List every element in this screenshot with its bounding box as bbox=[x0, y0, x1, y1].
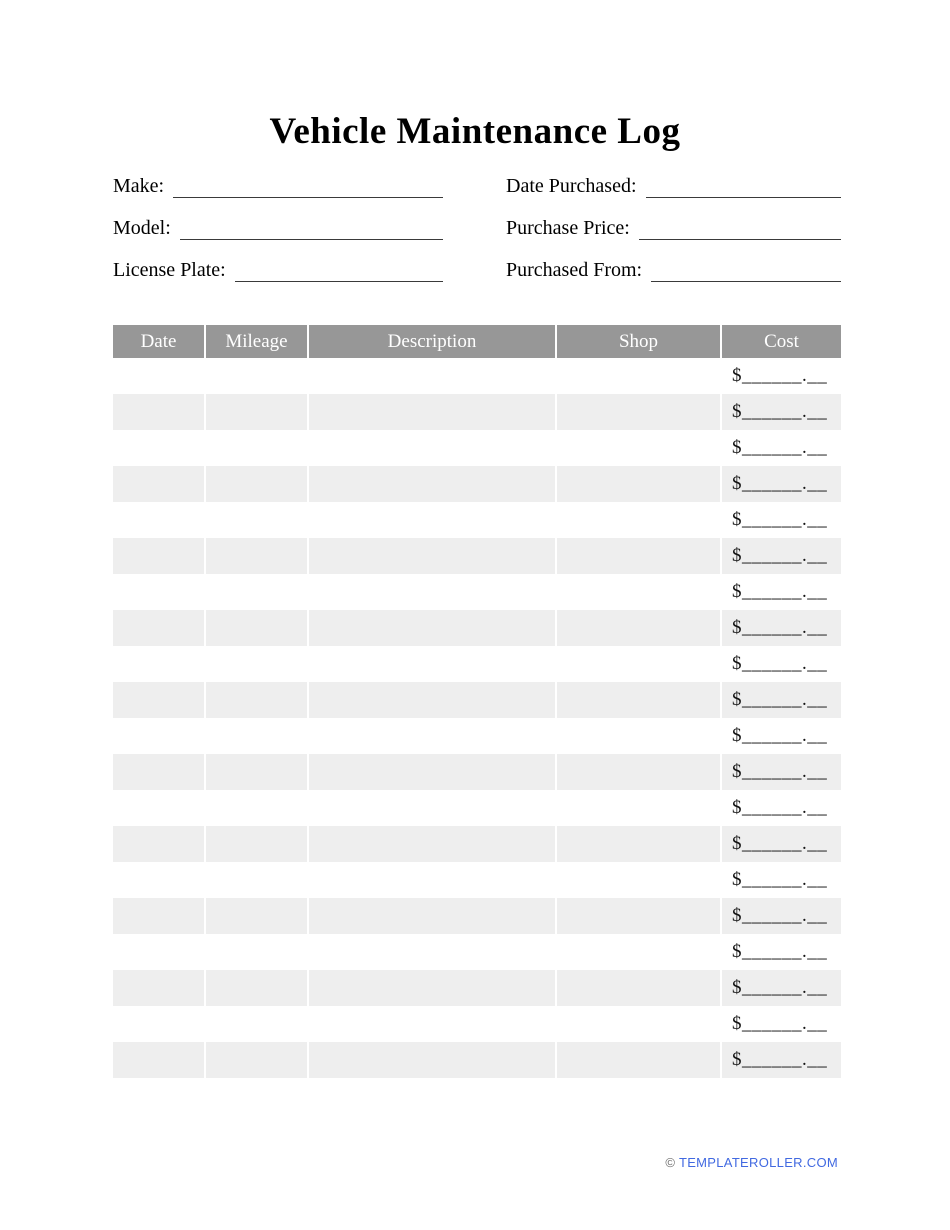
cell-date bbox=[113, 790, 204, 826]
vehicle-info-section bbox=[113, 172, 841, 298]
cell-cost: $______.__ bbox=[732, 509, 828, 530]
table-row bbox=[113, 466, 841, 502]
cell-date bbox=[113, 682, 204, 718]
table-body bbox=[113, 358, 841, 1078]
table-row bbox=[113, 394, 841, 430]
table-row bbox=[113, 826, 841, 862]
cell-mileage bbox=[206, 934, 307, 970]
cell-date bbox=[113, 934, 204, 970]
table-row bbox=[113, 790, 841, 826]
cell-mileage bbox=[206, 682, 307, 718]
cell-shop bbox=[557, 358, 720, 394]
purchase-price-fill-line bbox=[639, 214, 841, 240]
cell-cost: $______.__ bbox=[732, 1013, 828, 1034]
table-row bbox=[113, 970, 841, 1006]
cell-mileage bbox=[206, 1006, 307, 1042]
cell-cost: $______.__ bbox=[722, 538, 841, 574]
cell-date bbox=[113, 466, 204, 502]
cell-description bbox=[309, 430, 555, 466]
cell-description bbox=[309, 610, 555, 646]
table-row bbox=[113, 934, 841, 970]
table-row bbox=[113, 502, 841, 538]
cell-cost: $______.__ bbox=[732, 437, 828, 458]
field-license-plate bbox=[113, 256, 443, 298]
cell-description bbox=[309, 466, 555, 502]
vehicle-info-right-column bbox=[506, 172, 841, 298]
copyright-symbol: © bbox=[665, 1155, 676, 1170]
cell-description bbox=[309, 826, 555, 862]
cell-mileage bbox=[206, 430, 307, 466]
cell-description bbox=[309, 538, 555, 574]
cell-shop bbox=[557, 862, 720, 898]
cell-shop bbox=[557, 394, 720, 430]
cell-shop bbox=[557, 466, 720, 502]
model-label: Model: bbox=[113, 217, 171, 239]
field-purchased-from bbox=[506, 256, 841, 298]
cell-description bbox=[309, 934, 555, 970]
cell-cost: $______.__ bbox=[722, 610, 841, 646]
cell-date bbox=[113, 502, 204, 538]
cell-description bbox=[309, 898, 555, 934]
table-row bbox=[113, 574, 841, 610]
column-header-description: Description bbox=[309, 325, 555, 358]
field-purchase-price bbox=[506, 214, 841, 256]
cell-description bbox=[309, 754, 555, 790]
cell-shop bbox=[557, 790, 720, 826]
cell-mileage bbox=[206, 1042, 307, 1078]
cell-cost: $______.__ bbox=[732, 653, 828, 674]
cell-cost: $______.__ bbox=[732, 725, 828, 746]
cell-date bbox=[113, 754, 204, 790]
cell-description bbox=[309, 862, 555, 898]
cell-shop bbox=[557, 1006, 720, 1042]
model-fill-line bbox=[180, 214, 443, 240]
cell-cost: $______.__ bbox=[732, 365, 828, 386]
templateroller-link[interactable]: TEMPLATEROLLER.COM bbox=[678, 1155, 838, 1170]
table-row bbox=[113, 358, 841, 394]
license-plate-label: License Plate: bbox=[113, 259, 226, 281]
table-header-row bbox=[113, 325, 841, 358]
cell-shop bbox=[557, 646, 720, 682]
cell-date bbox=[113, 394, 204, 430]
cell-cost: $______.__ bbox=[722, 898, 841, 934]
cell-date bbox=[113, 646, 204, 682]
table-row bbox=[113, 646, 841, 682]
cell-shop bbox=[557, 574, 720, 610]
cell-mileage bbox=[206, 394, 307, 430]
cell-shop bbox=[557, 430, 720, 466]
document-title: Vehicle Maintenance Log bbox=[269, 111, 681, 152]
cell-shop bbox=[557, 898, 720, 934]
cell-mileage bbox=[206, 466, 307, 502]
table-row bbox=[113, 610, 841, 646]
cell-date bbox=[113, 358, 204, 394]
cell-cost: $______.__ bbox=[722, 754, 841, 790]
field-date-purchased bbox=[506, 172, 841, 214]
cell-description bbox=[309, 502, 555, 538]
date-purchased-label: Date Purchased: bbox=[506, 175, 637, 197]
cell-date bbox=[113, 718, 204, 754]
maintenance-log-table bbox=[113, 325, 841, 1078]
column-header-mileage: Mileage bbox=[206, 325, 307, 358]
column-header-date: Date bbox=[113, 325, 204, 358]
make-label: Make: bbox=[113, 175, 165, 197]
cell-shop bbox=[557, 502, 720, 538]
cell-mileage bbox=[206, 754, 307, 790]
field-model bbox=[113, 214, 443, 256]
cell-date bbox=[113, 1042, 204, 1078]
vehicle-info-left-column bbox=[113, 172, 443, 298]
cell-date bbox=[113, 610, 204, 646]
cell-shop bbox=[557, 610, 720, 646]
date-purchased-fill-line bbox=[646, 172, 841, 198]
cell-cost: $______.__ bbox=[722, 970, 841, 1006]
cell-date bbox=[113, 574, 204, 610]
cell-description bbox=[309, 682, 555, 718]
column-header-shop: Shop bbox=[557, 325, 720, 358]
cell-shop bbox=[557, 826, 720, 862]
cell-shop bbox=[557, 1042, 720, 1078]
cell-mileage bbox=[206, 862, 307, 898]
table-row bbox=[113, 430, 841, 466]
cell-mileage bbox=[206, 970, 307, 1006]
cell-description bbox=[309, 646, 555, 682]
table-row bbox=[113, 862, 841, 898]
cell-mileage bbox=[206, 610, 307, 646]
cell-mileage bbox=[206, 790, 307, 826]
cell-shop bbox=[557, 538, 720, 574]
table-row bbox=[113, 682, 841, 718]
cell-cost: $______.__ bbox=[732, 941, 828, 962]
cell-description bbox=[309, 358, 555, 394]
cell-cost: $______.__ bbox=[722, 1042, 841, 1078]
table-row bbox=[113, 538, 841, 574]
cell-cost: $______.__ bbox=[722, 826, 841, 862]
purchase-price-label: Purchase Price: bbox=[506, 217, 630, 239]
table-row bbox=[113, 898, 841, 934]
cell-date bbox=[113, 970, 204, 1006]
cell-date bbox=[113, 538, 204, 574]
cell-cost: $______.__ bbox=[732, 581, 828, 602]
cell-cost: $______.__ bbox=[732, 797, 828, 818]
cell-description bbox=[309, 970, 555, 1006]
cell-description bbox=[309, 718, 555, 754]
cell-mileage bbox=[206, 718, 307, 754]
cell-mileage bbox=[206, 826, 307, 862]
license-plate-fill-line bbox=[235, 256, 443, 282]
cell-mileage bbox=[206, 538, 307, 574]
cell-mileage bbox=[206, 502, 307, 538]
cell-shop bbox=[557, 754, 720, 790]
cell-shop bbox=[557, 934, 720, 970]
cell-description bbox=[309, 1042, 555, 1078]
field-make bbox=[113, 172, 443, 214]
table-row bbox=[113, 1042, 841, 1078]
cell-shop bbox=[557, 970, 720, 1006]
table-row bbox=[113, 1006, 841, 1042]
cell-cost: $______.__ bbox=[722, 682, 841, 718]
cell-date bbox=[113, 898, 204, 934]
cell-description bbox=[309, 574, 555, 610]
cell-mileage bbox=[206, 358, 307, 394]
cell-description bbox=[309, 1006, 555, 1042]
purchased-from-fill-line bbox=[651, 256, 841, 282]
cell-description bbox=[309, 790, 555, 826]
cell-mileage bbox=[206, 646, 307, 682]
cell-cost: $______.__ bbox=[722, 394, 841, 430]
cell-description bbox=[309, 394, 555, 430]
cell-date bbox=[113, 862, 204, 898]
table-row bbox=[113, 754, 841, 790]
cell-shop bbox=[557, 682, 720, 718]
cell-mileage bbox=[206, 574, 307, 610]
cell-mileage bbox=[206, 898, 307, 934]
column-header-cost: Cost bbox=[722, 325, 841, 358]
table-row bbox=[113, 718, 841, 754]
cell-shop bbox=[557, 718, 720, 754]
make-fill-line bbox=[173, 172, 443, 198]
cell-date bbox=[113, 1006, 204, 1042]
cell-date bbox=[113, 430, 204, 466]
cell-cost: $______.__ bbox=[732, 869, 828, 890]
cell-cost: $______.__ bbox=[722, 466, 841, 502]
footer bbox=[665, 1155, 838, 1170]
purchased-from-label: Purchased From: bbox=[506, 259, 643, 281]
cell-date bbox=[113, 826, 204, 862]
